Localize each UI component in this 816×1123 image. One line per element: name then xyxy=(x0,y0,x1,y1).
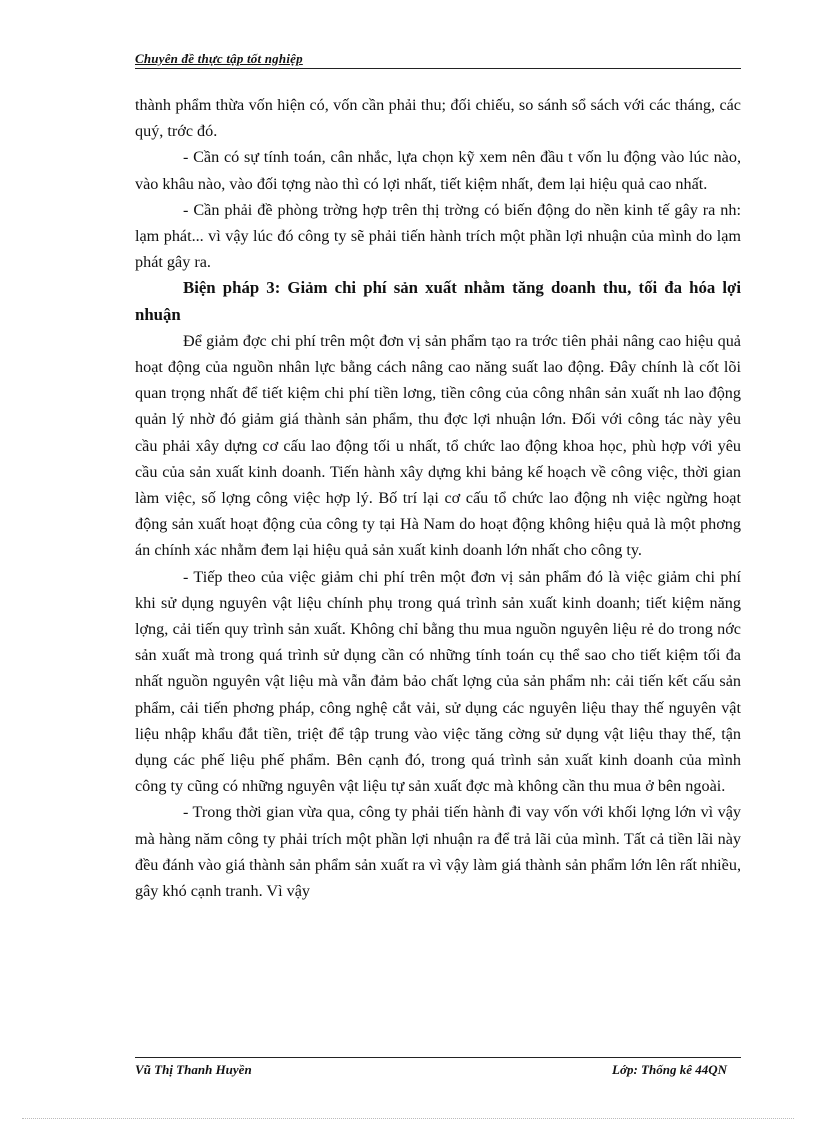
paragraph-labor-productivity: Để giảm đợc chi phí trên một đơn vị sản phẩm tạo ra trớc tiên phải nâng cao hiệu quả hoạt động của nguồn nhân lực bằng cách nâng cao năng suất lao động. Đây chính là cốt lõi quan trọng nhất để tiết kiệm chi phí tiền lơng, tiền công của công nhân sản xuất nh lao động quản lý nhờ đó giảm giá thành sản phẩm, thu đợc lợi nhuận lớn. Đối với công tác này yêu cầu phải xây dựng cơ cấu lao động tối u nhất, tổ chức lao động khoa học, phù hợp với yêu cầu của sản xuất kinh doanh. Tiến hành xây dựng khi bảng kế hoạch về công việc, thời gian làm việc, số lợng công việc hợp lý. Bố trí lại cơ cấu tổ chức lao động nh việc ngừng hoạt động sản xuất hoạt động của công ty tại Hà Nam do hoạt động không hiệu quả là một phơng án chính xác nhằm đem lại hiệu quả sản xuất kinh doanh lớn nhất cho công ty. xyxy=(135,331,741,560)
page-footer xyxy=(135,1057,741,1078)
paragraph-bullet-materials: - Tiếp theo của việc giảm chi phí trên một đơn vị sản phẩm đó là việc giảm chi phí khi sử dụng nguyên vật liệu chính phụ trong quá trình sản xuất kinh doanh; tiết kiệm năng lợng, cải tiến quy trình sản xuất. Không chỉ bằng thu mua nguồn nguyên liệu rẻ do trong nớc sản xuất mà trong quá trình sử dụng cần có những tính toán cụ thể sao cho tiết kiệm tối đa nhất nguồn nguyên vật liệu mà vẫn đảm bảo chất lợng của sản phẩm nh: cải tiến kết cấu sản phẩm, cải tiến phơng pháp, công nghệ cắt vải, sử dụng các nguyên liệu thay thế nguyên vật liệu nhập khẩu đắt tiền, triệt để tập trung vào việc tăng cờng sử dụng vật liệu thay thế, tận dụng các phế liệu phế phẩm. Bên cạnh đó, trong quá trình sản xuất kinh doanh của mình công ty cũng có những nguyên vật liệu tự sản xuất đợc mà không cần thu mua ở bên ngoài. xyxy=(135,567,741,796)
page-header xyxy=(135,50,741,69)
paragraph-bullet-loans: - Trong thời gian vừa qua, công ty phải tiến hành đi vay vốn với khối lợng lớn vì vậy mà hàng năm công ty phải trích một phần lợi nhuận ra để trả lãi của mình. Tất cả tiền lãi này đều đánh vào giá thành sản phẩm sản xuất ra vì vậy làm giá thành sản phẩm lớn lên rất nhiều, gây khó cạnh tranh. Vì vậy xyxy=(135,803,741,901)
document-body xyxy=(135,92,741,904)
paragraph-bullet-capital-timing: - Cần có sự tính toán, cân nhắc, lựa chọn kỹ xem nên đầu t vốn lu động vào lúc nào, vào khâu nào, vào đối tợng nào thì có lợi nhất, tiết kiệm nhất, đem lại hiệu quả cao nhất. xyxy=(135,148,741,193)
page-edge-divider xyxy=(22,1118,794,1119)
paragraph-bullet-inflation: - Cần phải đề phòng trờng hợp trên thị trờng có biến động do nền kinh tế gây ra nh: lạm phát... vì vậy lúc đó công ty sẽ phải tiến hành trích một phần lợi nhuận của mình do lạm phát gây ra. xyxy=(135,200,741,272)
paragraph-continuation: thành phẩm thừa vốn hiện có, vốn cần phải thu; đối chiếu, so sánh sổ sách với các tháng, các quý, trớc đó. xyxy=(135,96,741,141)
footer-class: Lớp: Thống kê 44QN xyxy=(612,1062,727,1077)
section-heading: Biện pháp 3: Giảm chi phí sản xuất nhằm tăng doanh thu, tối đa hóa lợi nhuận xyxy=(135,278,741,324)
footer-author: Vũ Thị Thanh Huyền xyxy=(135,1062,252,1077)
header-title: Chuyên đề thực tập tốt nghiệp xyxy=(135,51,303,66)
